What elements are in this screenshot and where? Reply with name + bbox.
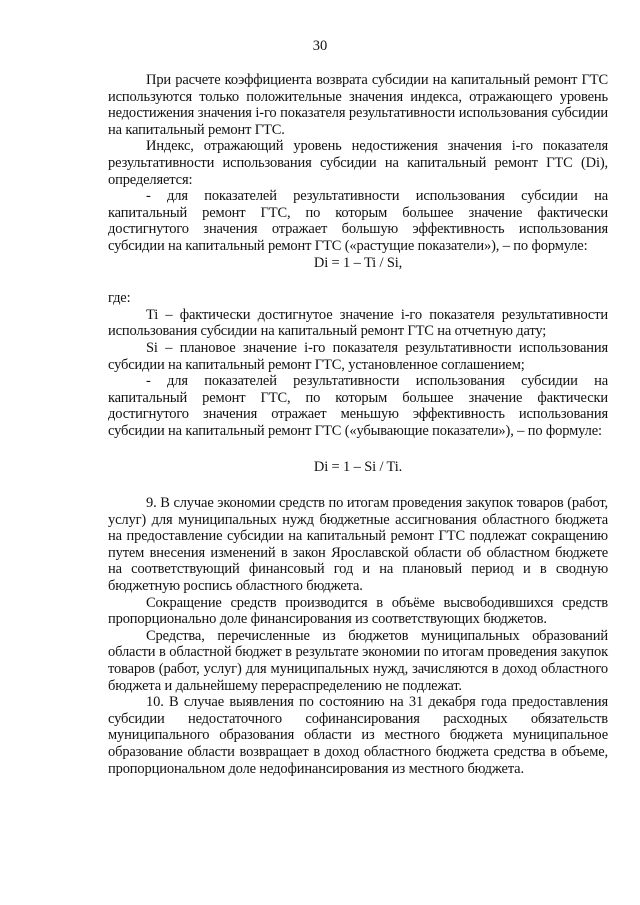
formula-growing: Di = 1 – Ti / Si, — [313, 254, 403, 271]
paragraph-item-10: 10. В случае выявления по состоянию на 31 декабря года предоставления субсидии недостаточного софинансирования расходных обязательств муниципального образования области из местного бюджета муниципальное образование области возвращает в доход областного бюджета средства в объеме, пропорциональном доле недофинансирования из местного бюджета. — [108, 694, 608, 777]
paragraph-growing-indicators: - для показателей результативности использования субсидии на капитальный ремонт ГТС, по которым большее значение фактически достигнутого значения отражает большую эффективность использования субсидии на капитальный ремонт ГТС («растущие показатели»), – по формуле: — [108, 188, 608, 254]
paragraph-index-definition: Индекс, отражающий уровень недостижения значения i-го показателя результативности использования субсидии на капитальный ремонт ГТС (Di), определяется: — [108, 138, 608, 188]
paragraph-reduction: Сокращение средств производится в объёме высвободившихся средств пропорционально доле финансирования из соответствующих бюджетов. — [108, 594, 608, 628]
paragraph-item-9: 9. В случае экономии средств по итогам проведения закупок товаров (работ, услуг) для муниципальных нужд бюджетные ассигнования областного бюджета на предоставление субсидии на капитальный ремонт ГТС подлежат сокращению путем внесения изменений в закон Ярославской области об областном бюджете на соответствующий финансовый год и на плановый период и в сводную бюджетную роспись областного бюджета. — [108, 495, 608, 595]
formula-decreasing: Di = 1 – Si / Ti. — [313, 459, 403, 476]
document-body — [108, 72, 608, 777]
spacer — [108, 271, 608, 290]
paragraph-ti-definition: Ti – фактически достигнутое значение i-го показателя результативности использования субсидии на капитальный ремонт ГТС на отчетную дату; — [108, 306, 608, 340]
spacer — [108, 439, 608, 459]
paragraph-funds-transferred: Средства, перечисленные из бюджетов муниципальных образований области в областной бюджет в результате экономии по итогам проведения закупок товаров (работ, услуг) для муниципальных нужд, зачисляются в доход областного бюджета и дальнейшему перераспределению не подлежат. — [108, 627, 608, 694]
paragraph-si-definition: Si – плановое значение i-го показателя результативности использования субсидии на капитальный ремонт ГТС, установленное соглашением; — [108, 339, 608, 373]
spacer — [108, 476, 608, 495]
paragraph-where: где: — [108, 290, 131, 307]
paragraph-return-coefficient: При расчете коэффициента возврата субсидии на капитальный ремонт ГТС используются только положительные значения индекса, отражающего уровень недостижения значения i-го показателя результативности использования субсидии на капитальный ремонт ГТС. — [108, 72, 608, 138]
page-number: 30 — [312, 38, 328, 54]
paragraph-decreasing-indicators: - для показателей результативности использования субсидии на капитальный ремонт ГТС, по которым большее значение фактически достигнутого значения отражает меньшую эффективность использования субсидии на капитальный ремонт ГТС («убывающие показатели»), – по формуле: — [108, 373, 608, 439]
